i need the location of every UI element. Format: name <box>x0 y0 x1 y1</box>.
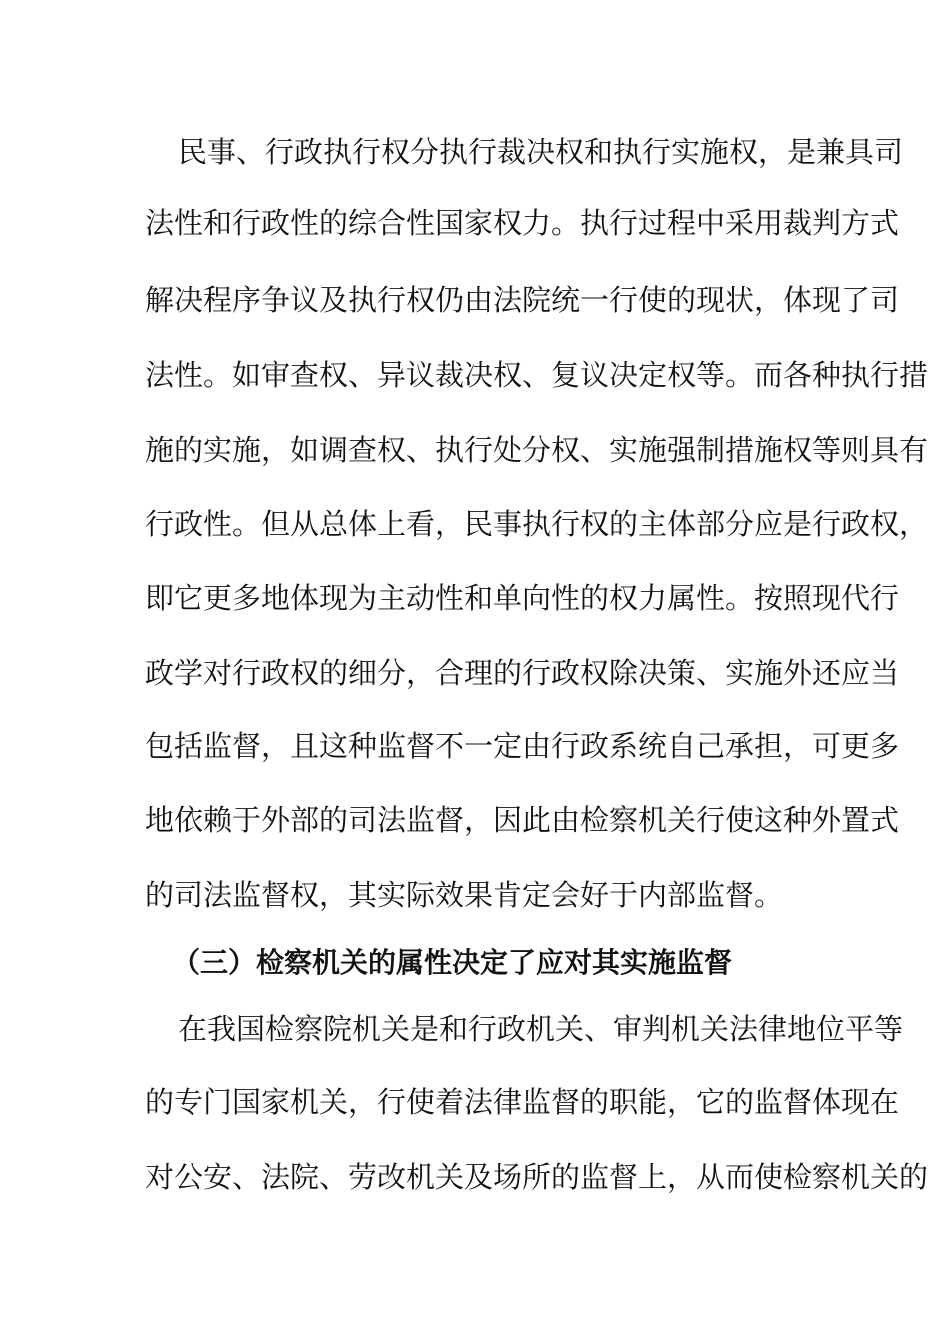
paragraph-1-line-7: 即它更多地体现为主动性和单向性的权力属性。按照现代行 <box>145 581 900 615</box>
paragraph-1-line-6: 行政性。但从总体上看，民事执行权的主体部分应是行政权， <box>145 507 929 541</box>
paragraph-1-line-9: 包括监督，且这种监督不一定由行政系统自己承担，可更多 <box>145 729 900 763</box>
paragraph-1-line-4: 法性。如审查权、异议裁决权、复议决定权等。而各种执行措 <box>145 358 929 392</box>
paragraph-1-line-5: 施的实施，如调查权、执行处分权、实施强制措施权等则具有 <box>145 433 929 467</box>
paragraph-2-line-3: 对公安、法院、劳改机关及场所的监督上，从而使检察机关的 <box>145 1160 929 1194</box>
paragraph-1-line-3: 解决程序争议及执行权仍由法院统一行使的现状，体现了司 <box>145 283 900 317</box>
paragraph-1-line-11: 的司法监督权，其实际效果肯定会好于内部监督。 <box>145 878 784 912</box>
section-heading: （三）检察机关的属性决定了应对其实施监督 <box>172 946 733 979</box>
paragraph-1-line-1: 民事、行政执行权分执行裁决权和执行实施权，是兼具司 <box>178 135 904 169</box>
paragraph-1-line-2: 法性和行政性的综合性国家权力。执行过程中采用裁判方式 <box>145 206 900 240</box>
paragraph-1-line-10: 地依赖于外部的司法监督，因此由检察机关行使这种外置式 <box>145 803 900 837</box>
paragraph-2-line-1: 在我国检察院机关是和行政机关、审判机关法律地位平等 <box>178 1012 904 1046</box>
paragraph-2-line-2: 的专门国家机关，行使着法律监督的职能，它的监督体现在 <box>145 1085 900 1119</box>
paragraph-1-line-8: 政学对行政权的细分，合理的行政权除决策、实施外还应当 <box>145 656 900 690</box>
